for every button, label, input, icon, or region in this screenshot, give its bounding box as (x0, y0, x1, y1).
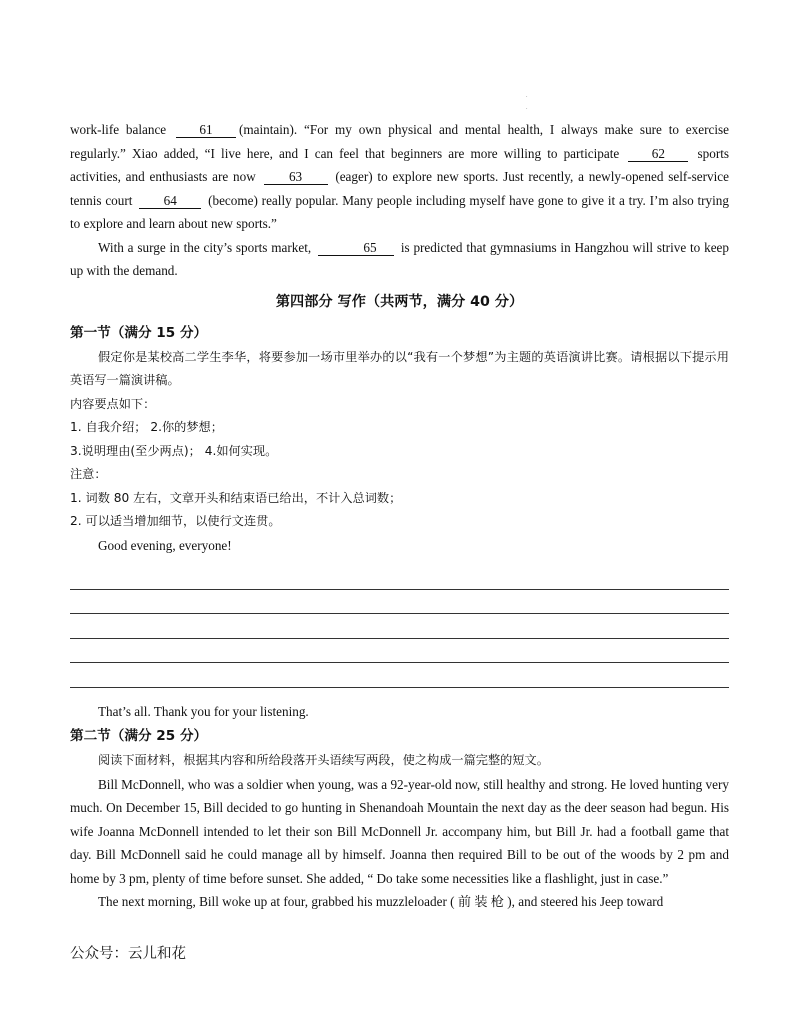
part4-title: 第四部分 写作（共两节，满分 40 分） (275, 293, 524, 310)
speech-opening: Good evening, everyone! (98, 537, 232, 553)
story-paragraph-1: Bill McDonnell, who was a soldier when young, was a 92-year-old now, still healthy and strong. He loved hunting very much. On December 15, Bill decided to go hunting in Shenandoah Mountain the next day as the deer season had begun. His wife Joanna McDonnell intended to let their son Bill McDonnell Jr. accompany him, but Bill Jr. had a football game that day. Bill McDonnell said he could manage all by himself. Joanna then required Bill to be out of the woods by 2 pm and home by 3 pm, plenty of time before sunset. She added, “ Do take some necessities like a flashlight, just in case.” (70, 776, 729, 886)
passage-text: work-life balance (70, 122, 167, 137)
writing-line[interactable] (70, 565, 729, 590)
passage-text: (eager) to explore new sports. Just recently, a newly-opened self-service tennis court (70, 169, 729, 208)
passage-text: (become) really popular. Many people including myself have gone to give it a try. I’m also trying to explore and learn about new sports.” (70, 192, 729, 231)
story-paragraph-2: The next morning, Bill woke up at four, grabbed his muzzleloader ( 前 装 枪 ), and steered his Jeep toward (98, 894, 664, 909)
notes-label: 注意： (70, 467, 107, 481)
writing-line[interactable] (70, 590, 729, 615)
speech-closing: That’s all. Thank you for your listening. (98, 703, 309, 719)
passage-text: sports activities, and enthusiasts are now (70, 145, 730, 184)
top-mark: . (526, 105, 528, 111)
section2-instruction: 阅读下面材料，根据其内容和所给段落开头语续写两段，使之构成一篇完整的短文。 (98, 753, 549, 767)
note-2: 2. 可以适当增加细节，以使行文连贯。 (70, 514, 281, 528)
writing-line[interactable] (70, 614, 729, 639)
writing-line[interactable] (70, 639, 729, 664)
passage-text: is predicted that gymnasiums in Hangzhou will strive to keep up with the demand. (70, 239, 729, 278)
blank-64: 64 (139, 194, 201, 209)
point-line-1: 1. 自我介绍； 2.你的梦想； (70, 420, 223, 434)
top-marks (526, 90, 528, 114)
footer-account: 公众号：云儿和花 (70, 946, 186, 962)
writing-line[interactable] (70, 663, 729, 688)
blank-62: 62 (628, 147, 688, 162)
blank-61: 61 (176, 123, 236, 138)
passage-paragraph-2 (70, 236, 729, 283)
writing-lines[interactable] (70, 565, 729, 688)
section1-title: 第一节（满分 15 分） (70, 324, 208, 341)
note-1: 1. 词数 80 左右，文章开头和结束语已给出，不计入总词数； (70, 490, 402, 505)
section2-title: 第二节（满分 25 分） (70, 728, 208, 744)
passage-text: With a surge in the city’s sports market, (98, 239, 312, 255)
points-label: 内容要点如下： (70, 396, 156, 411)
blank-65: 65 (318, 241, 394, 256)
point-line-2: 3.说明理由(至少两点)； 4.如何实现。 (70, 443, 278, 458)
passage-text: (maintain). “For my own physical and mental health, I always make sure to exercise regularly.” Xiao added, “I live here, and I can feel that beginners are more willing to participate (70, 122, 729, 161)
top-mark: . (526, 93, 528, 99)
exam-page (70, 118, 729, 914)
blank-63: 63 (264, 170, 328, 185)
section1-prompt: 假定你是某校高二学生李华，将要参加一场市里举办的以“我有一个梦想”为主题的英语演讲比赛。请根据以下提示用英语写一篇演讲稿。 (70, 349, 729, 387)
passage-paragraph-1 (70, 118, 729, 236)
